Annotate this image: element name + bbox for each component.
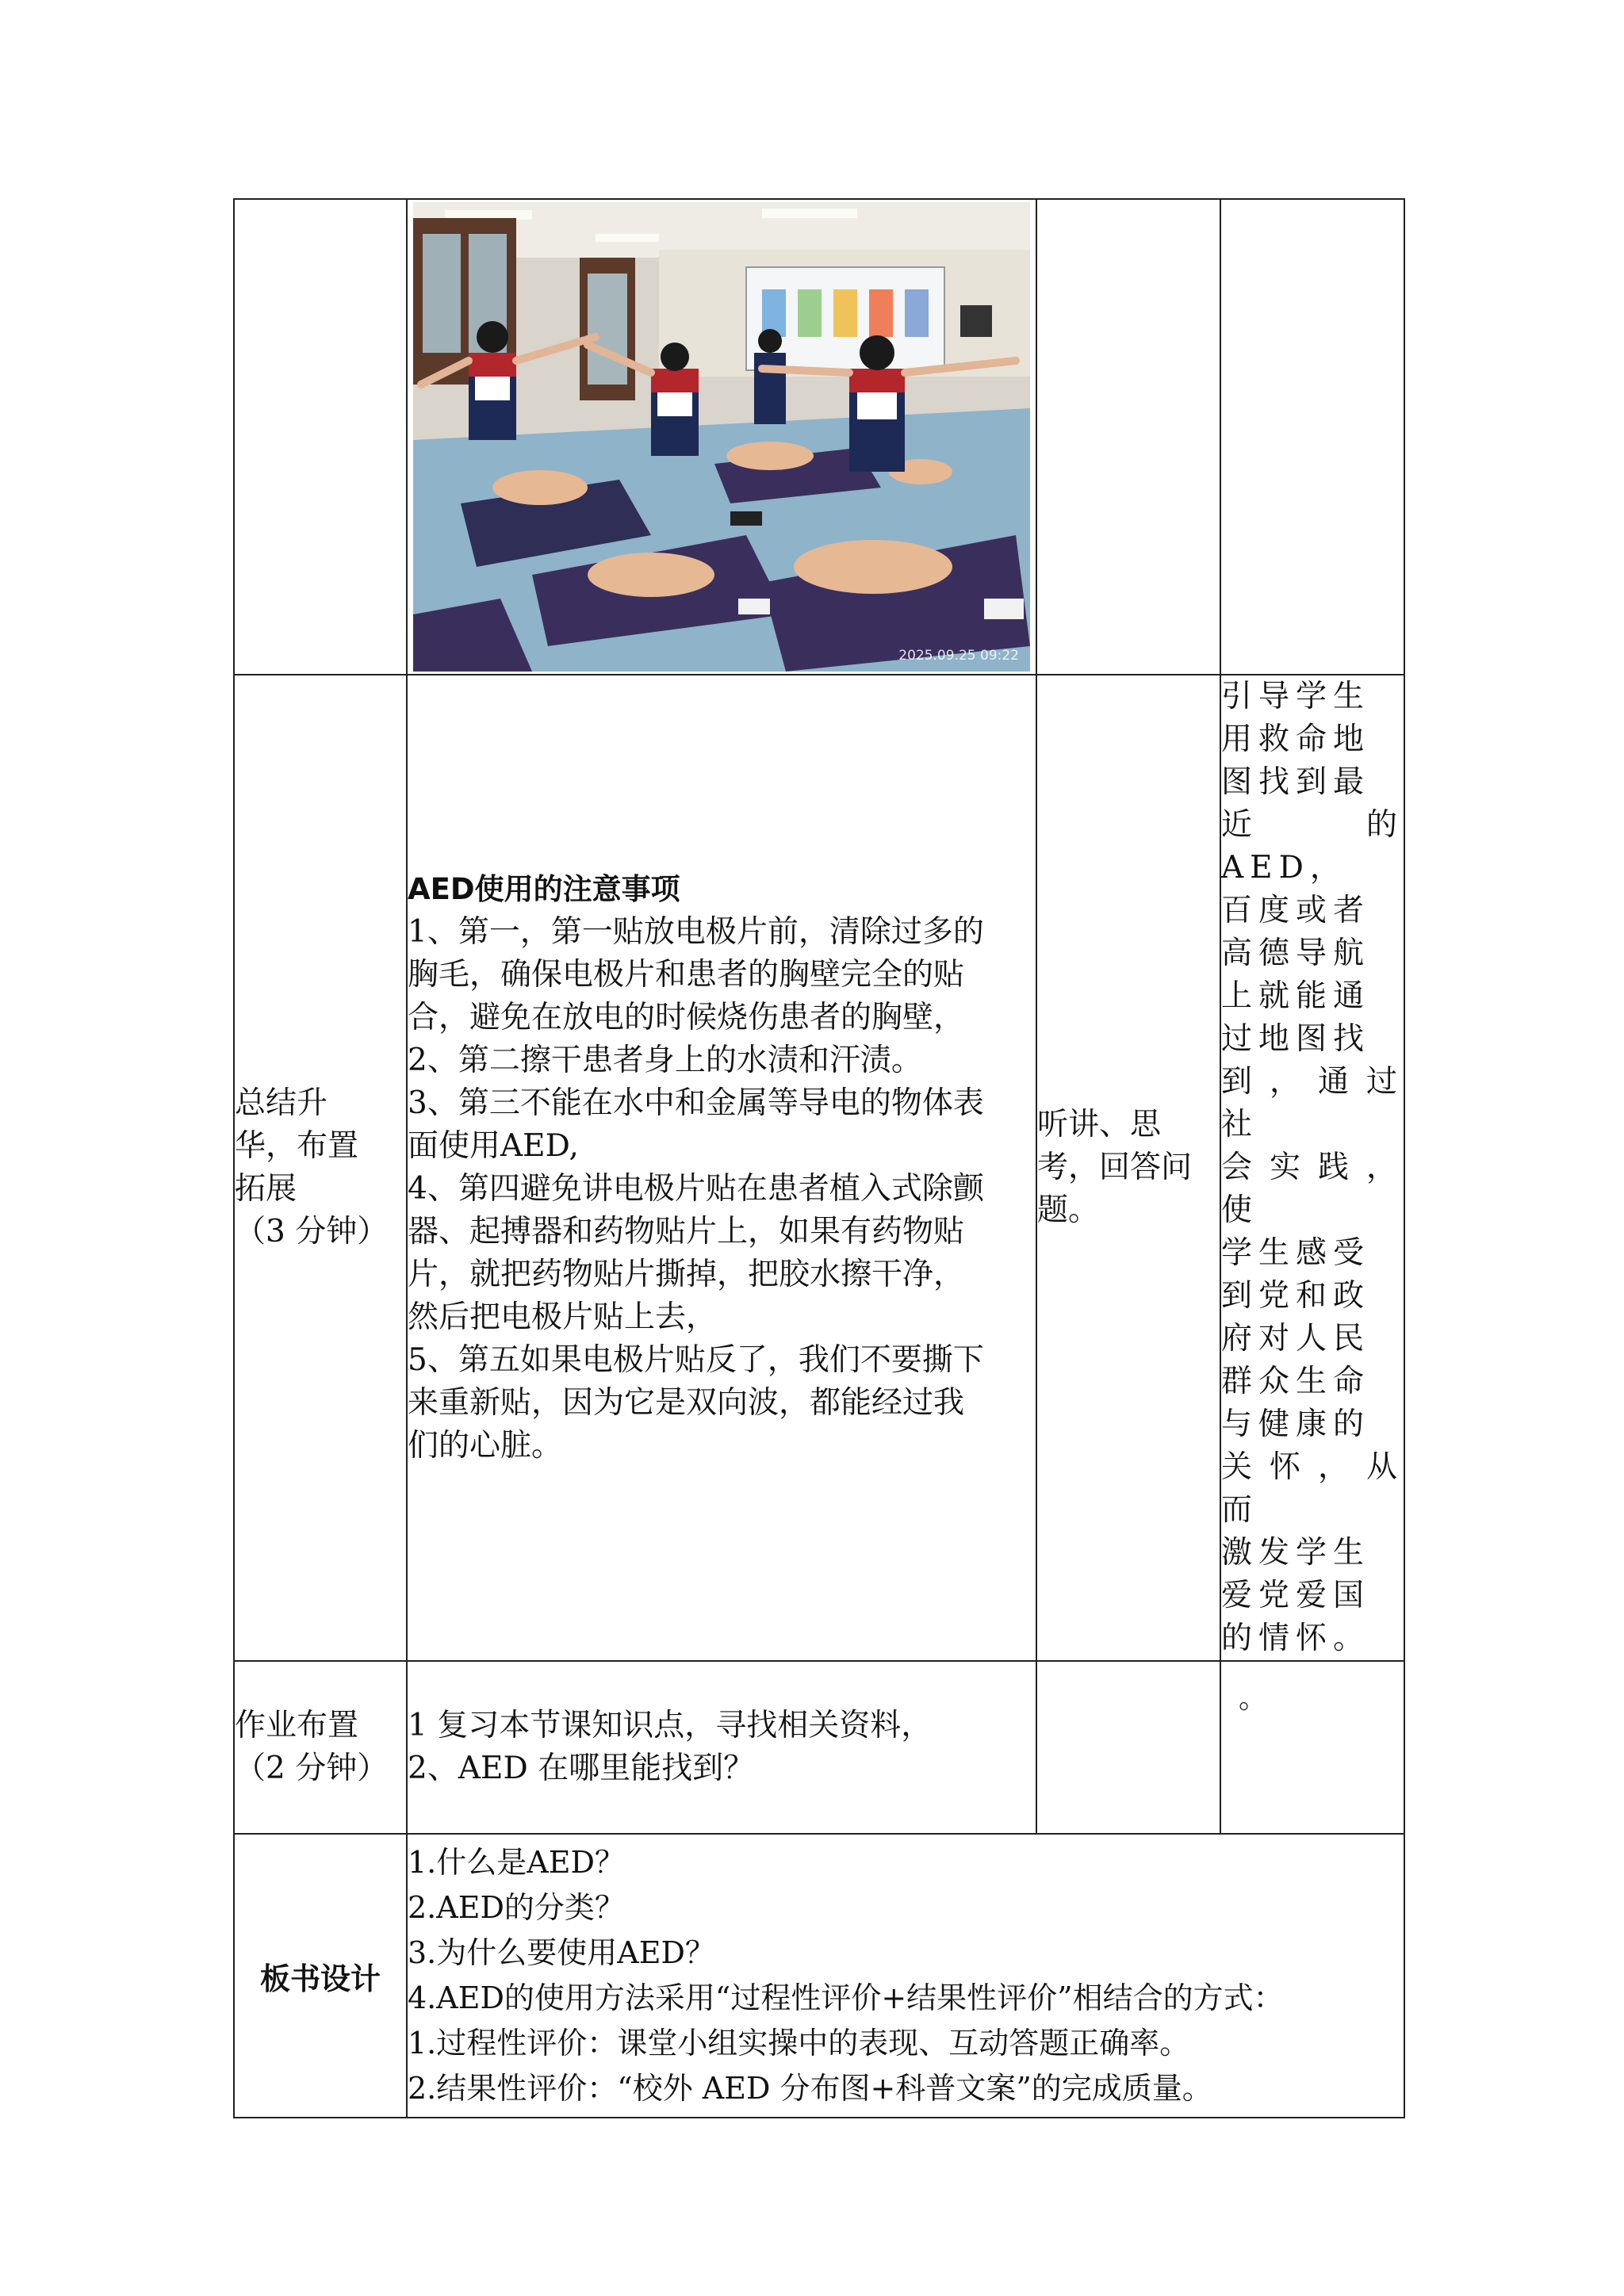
homework-row <box>234 1661 1404 1834</box>
intent-line: 的情怀。 <box>1221 1621 1371 1656</box>
design-intent-cell <box>1220 675 1404 1661</box>
content-line: 合，避免在放电的时候烧伤患者的胸壁， <box>408 1000 965 1035</box>
intent-line: 学生感受 <box>1221 1235 1371 1271</box>
intent-line: 高德导航 <box>1221 936 1371 971</box>
intent-line: 上就能通 <box>1221 978 1371 1014</box>
content-line: 然后把电极片贴上去， <box>408 1299 718 1335</box>
board-line: 2.AED的分类？ <box>408 1890 625 1925</box>
intent-line: 用救命地 <box>1221 721 1371 757</box>
board-line: 1.什么是AED？ <box>408 1845 625 1880</box>
content-line: 片，就把药物贴片撕掉，把胶水擦干净， <box>408 1257 965 1292</box>
stage-line: 拓展 <box>235 1171 297 1207</box>
homework-intent-cell <box>1220 1661 1404 1834</box>
student-activity-cell <box>1036 675 1220 1661</box>
board-design-row <box>234 1834 1404 2118</box>
stage-line: （3 分钟） <box>235 1214 389 1249</box>
content-line: 4、第四避免讲电极片贴在患者植入式除颤 <box>408 1171 984 1207</box>
homework-student-cell <box>1036 1661 1220 1834</box>
photo-timestamp: 2025.09.25 09:22 <box>898 648 1019 664</box>
intent-line: 引导学生 <box>1221 679 1371 714</box>
intent-line: 府对人民 <box>1221 1321 1371 1357</box>
intent-line: 关怀，从而 <box>1221 1449 1404 1528</box>
content-line: 2、第二擦干患者身上的水渍和汗渍。 <box>408 1043 922 1078</box>
content-line: 们的心脏。 <box>408 1428 563 1464</box>
student-cell-empty <box>1036 199 1220 675</box>
board-line: 2.结果性评价：“校外 AED 分布图+科普文案”的完成质量。 <box>408 2071 1212 2106</box>
homework-content-cell <box>407 1661 1036 1834</box>
board-line: 4.AED的使用方法采用“过程性评价+结果性评价”相结合的方式： <box>408 1980 1284 2015</box>
activity-line: 听讲、思 <box>1037 1107 1162 1142</box>
content-line: 面使用AED, <box>408 1128 579 1164</box>
stage-cell-empty <box>234 199 407 675</box>
stage-line: 总结升 <box>235 1085 328 1121</box>
activity-line: 题。 <box>1037 1192 1100 1228</box>
content-line: 1、第一，第一贴放电极片前，清除过多的 <box>408 914 984 950</box>
summary-stage-cell <box>234 675 407 1661</box>
intent-line: 近的 AED， <box>1221 807 1404 886</box>
stage-line: （2 分钟） <box>235 1751 389 1786</box>
homework-line: 2、AED 在哪里能找到？ <box>408 1751 755 1786</box>
section-heading: AED使用的注意事项 <box>408 872 680 906</box>
intent-line: 爱党爱国 <box>1221 1578 1371 1613</box>
lesson-plan-table <box>233 198 1405 2118</box>
content-line: 5、第五如果电极片贴反了，我们不要撕下 <box>408 1342 984 1378</box>
intent-line: 群众生命 <box>1221 1364 1371 1399</box>
intent-line: 与健康的 <box>1221 1406 1371 1442</box>
homework-stage-cell <box>234 1661 407 1834</box>
intent-line: 图找到最 <box>1221 764 1371 800</box>
photo-row <box>234 199 1404 675</box>
intent-line: 过地图找 <box>1221 1021 1371 1057</box>
board-line: 3.为什么要使用AED？ <box>408 1935 715 1970</box>
intent-line: 会实践，使 <box>1221 1150 1404 1228</box>
stage-line: 华，布置 <box>235 1128 359 1164</box>
homework-line: 1 复习本节课知识点，寻找相关资料， <box>408 1708 933 1743</box>
board-design-label: 板书设计 <box>234 1834 407 2118</box>
intent-line: 激发学生 <box>1221 1535 1371 1571</box>
cpr-training-photo <box>413 202 1030 672</box>
activity-line: 考，回答问 <box>1037 1150 1193 1185</box>
board-line: 1.过程性评价：课堂小组实操中的表现、互动答题正确率。 <box>408 2026 1190 2061</box>
intent-line: 百度或者 <box>1221 893 1371 928</box>
board-design-content <box>407 1834 1404 2118</box>
photo-cell <box>407 199 1036 675</box>
summary-content-cell <box>407 675 1036 1661</box>
summary-row <box>234 675 1404 1661</box>
content-line: 来重新贴，因为它是双向波，都能经过我 <box>408 1385 965 1421</box>
intent-line: 到党和政 <box>1221 1278 1371 1314</box>
intent-line: 到，通过社 <box>1221 1064 1404 1142</box>
content-line: 器、起搏器和药物贴片上，如果有药物贴 <box>408 1214 965 1249</box>
content-line: 胸毛，确保电极片和患者的胸壁完全的贴 <box>408 957 965 993</box>
intent-cell-empty <box>1220 199 1404 675</box>
intent-tail: 。 <box>1239 1682 1268 1715</box>
content-line: 3、第三不能在水中和金属等导电的物体表 <box>408 1085 984 1121</box>
stage-line: 作业布置 <box>235 1708 359 1743</box>
